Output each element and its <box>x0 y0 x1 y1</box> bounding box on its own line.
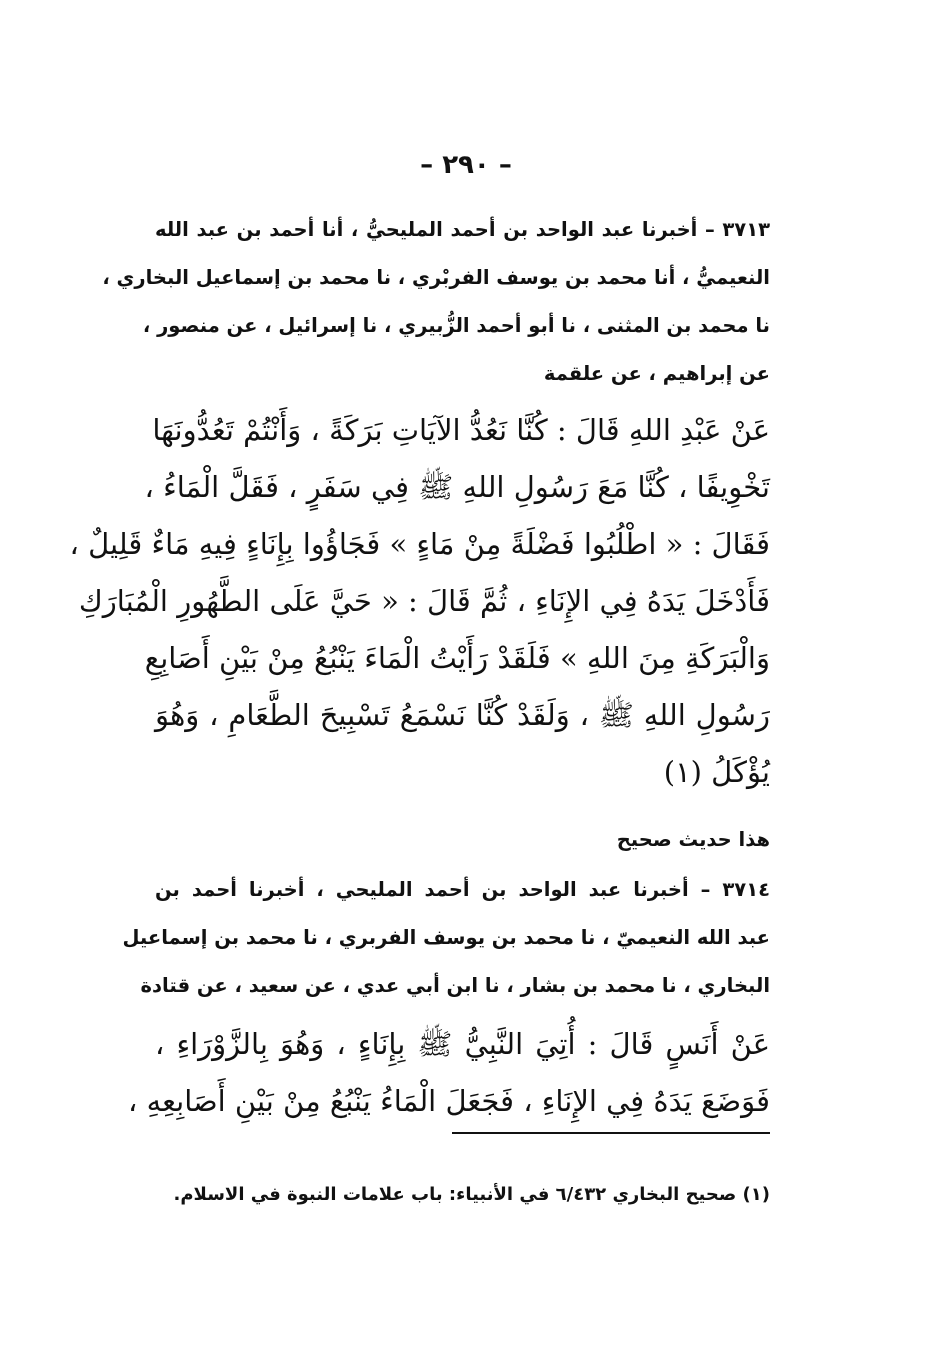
footnote-divider <box>452 1132 770 1134</box>
matn-line: يُؤْكَلُ (١) <box>663 755 770 789</box>
matn-line: وَالْبَرَكَةِ مِنَ اللهِ » فَلَقَدْ رَأَيْتُ الْمَاءَ يَنْبُعُ مِنْ بَيْنِ أَصَابِعِ <box>144 641 770 675</box>
matn-line: فَقَالَ : « اطْلُبُوا فَضْلَةً مِنْ مَاءٍ » فَجَاؤُوا بِإِنَاءٍ فِيهِ مَاءٌ قَلِيلٌ ، <box>69 527 770 561</box>
matn-line: عَنْ أَنَسٍ قَالَ : أُتِيَ النَّبِيُّ ﷺ بِإِنَاءٍ ، وَهُوَ بِالزَّوْرَاءِ ، <box>155 1027 770 1061</box>
hadith-3713-chain <box>102 206 770 398</box>
matn-line: رَسُولِ اللهِ ﷺ ، وَلَقَدْ كُنَّا نَسْمَعُ تَسْبِيحَ الطَّعَامِ ، وَهُوَ <box>155 698 770 732</box>
hadith-grade: هذا حديث صحيح <box>616 828 770 851</box>
chain-line: النعيميُّ ، أنا محمد بن يوسف الفربْري ، نا محمد بن إسماعيل البخاري ، <box>102 266 770 289</box>
footnote: (١) صحيح البخاري ٦/٤٣٢ في الأنبياء: باب علامات النبوة في الاسلام. <box>173 1184 770 1205</box>
matn-line: فَأَدْخَلَ يَدَهُ فِي الإِنَاءِ ، ثُمَّ قَالَ : « حَيَّ عَلَى الطَّهُورِ الْمُبَارَكِ <box>78 584 770 618</box>
page-number: – ٢٩٠ – <box>420 150 512 180</box>
chain-line: عبد الله النعيميّ ، نا محمد بن يوسف الفربري ، نا محمد بن إسماعيل <box>122 926 770 949</box>
hadith-3714-matn <box>128 1016 770 1130</box>
chain-line: نا محمد بن المثنى ، نا أبو أحمد الزُّبيري ، نا إسرائيل ، عن منصور ، <box>142 314 770 337</box>
matn-line: عَنْ عَبْدِ اللهِ قَالَ : كُنَّا نَعُدُّ الآيَاتِ بَرَكَةً ، وَأَنْتُمْ تَعُدُّونَهَا <box>152 413 770 447</box>
hadith-3714-chain <box>122 866 770 1010</box>
matn-line: تَخْوِيفًا ، كُنَّا مَعَ رَسُولِ اللهِ ﷺ فِي سَفَرٍ ، فَقَلَّ الْمَاءُ ، <box>144 470 770 504</box>
hadith-3713-matn <box>69 402 770 801</box>
chain-line: عن إبراهيم ، عن علقمة <box>543 362 770 385</box>
chain-line: ٣٧١٣ – أخبرنا عبد الواحد بن أحمد المليحيُّ ، أنا أحمد بن عبد الله <box>155 218 770 241</box>
chain-line: ٣٧١٤ – أخبرنا عبد الواحد بن أحمد المليحي ، أخبرنا أحمد بن <box>155 878 770 901</box>
chain-line: البخاري ، نا محمد بن بشار ، نا ابن أبي عدي ، عن سعيد ، عن قتادة <box>140 974 770 997</box>
matn-line: فَوَضَعَ يَدَهُ فِي الإِنَاءِ ، فَجَعَلَ الْمَاءُ يَنْبُعُ مِنْ بَيْنِ أَصَابِعِهِ ، <box>128 1084 770 1118</box>
